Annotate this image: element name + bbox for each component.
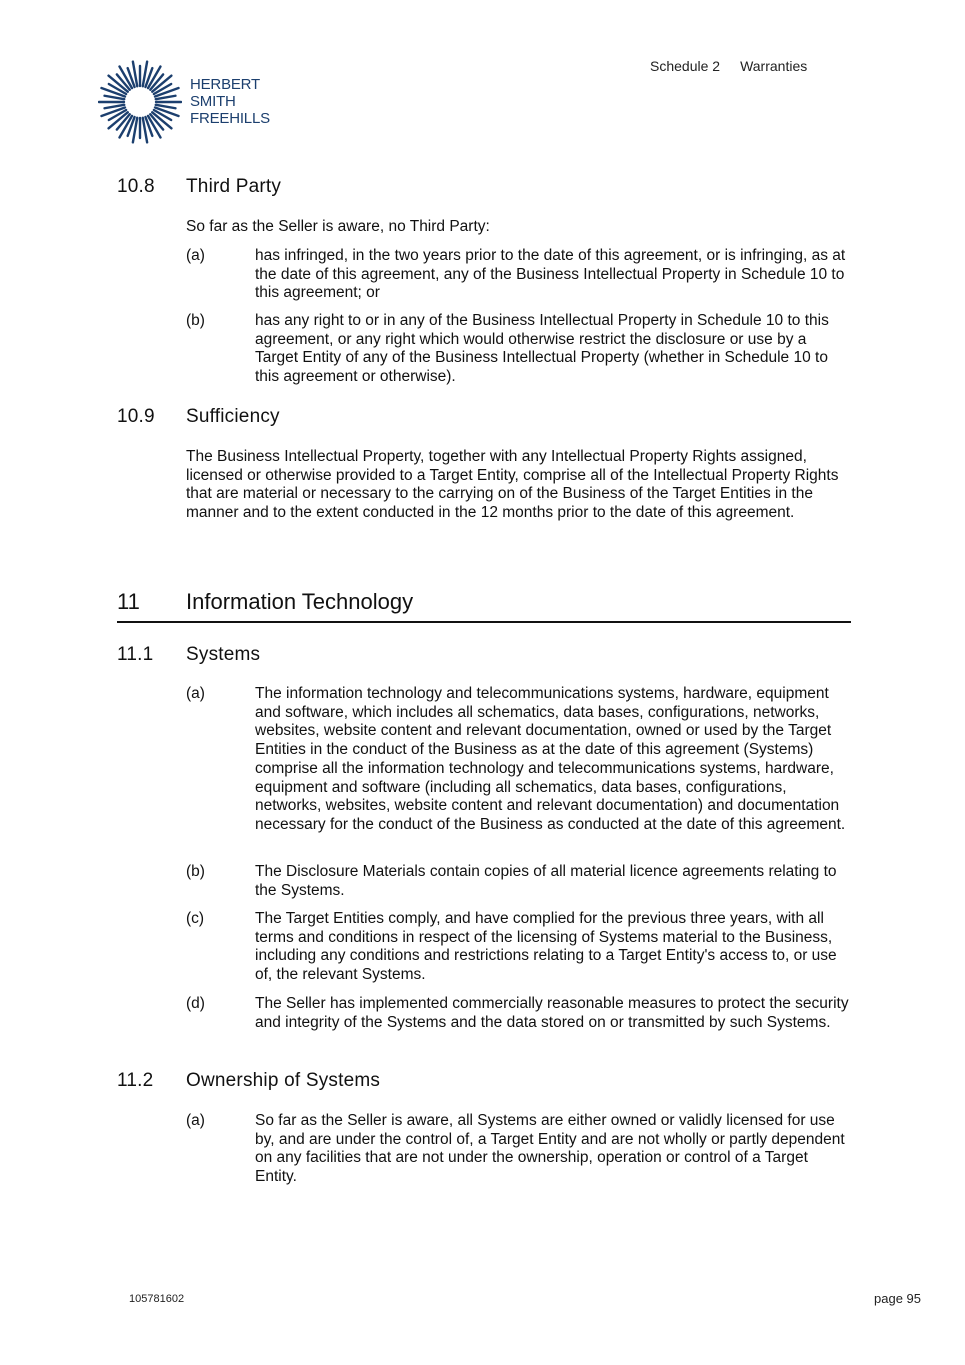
- heading-number: 11.2: [117, 1070, 154, 1091]
- item-text: The information technology and telecommunications systems, hardware, equipment and software, which includes all schematics, data bases, configurations, networks, websites, website content and relevant documentation, owned or used by the Target Entities in the conduct of the Business as at the date of this agreement (Systems) comprise all the information technology and telecommunications systems, hardware, equipment and software (including all schematics, data bases, configurations, networks, websites, website content and relevant documentation) and documentation necessary for the conduct of the Business as conducted at the date of this agreement.: [255, 685, 846, 833]
- heading-number: 11.1: [117, 644, 154, 665]
- heading-number: 11: [117, 589, 140, 614]
- heading-title: Ownership of Systems: [186, 1070, 381, 1091]
- item-text: has any right to or in any of the Business Intellectual Property in Schedule 10 to this agreement, or any right which would otherwise restrict the disclosure or use by a Target Entity of any of the Business Intellectual Property (whether in Schedule 10 to this agreement or otherwise).: [255, 312, 829, 386]
- logo-wordmark: [190, 76, 270, 127]
- item-label: (c): [186, 910, 205, 927]
- heading-10-9: [117, 406, 280, 428]
- logo-line-2: SMITH: [190, 93, 236, 110]
- heading-number: 10.8: [117, 176, 155, 197]
- item-text: The Seller has implemented commercially reasonable measures to protect the security and integrity of the Systems and the data stored on or transmitted by such Systems.: [255, 995, 849, 1031]
- heading-10-8: [117, 176, 281, 198]
- heading-11-1: [117, 644, 260, 666]
- heading-title: Information Technology: [186, 589, 414, 614]
- heading-11-2: [117, 1070, 380, 1092]
- sunburst-logo-icon: [98, 60, 182, 144]
- logo-line-3: FREEHILLS: [190, 110, 270, 127]
- paragraph-10-9: The Business Intellectual Property, together with any Intellectual Property Rights assigned, licensed or otherwise provided to a Target Entity, comprise all of the Intellectual Property Rights that are material or necessary to the carrying on of the Business of the Target Entities in the manner and to the extent conducted in the 12 months prior to the date of this agreement.: [186, 448, 839, 522]
- schedule-label: Schedule 2: [650, 58, 721, 74]
- item-label: (a): [186, 1112, 205, 1129]
- item-text: The Disclosure Materials contain copies of all material licence agreements relating to the Systems.: [255, 863, 837, 899]
- heading-11: [117, 589, 851, 623]
- item-label: (b): [186, 863, 205, 880]
- intro-10-8: So far as the Seller is aware, no Third Party:: [186, 218, 490, 235]
- heading-title: Systems: [186, 644, 261, 665]
- item-text: has infringed, in the two years prior to the date of this agreement, or is infringing, as at the date of this agreement, any of the Business Intellectual Property in Schedule 10 to this agreement; or: [255, 247, 846, 302]
- heading-title: Sufficiency: [186, 406, 280, 427]
- heading-number: 10.9: [117, 406, 155, 427]
- document-id: 105781602: [129, 1293, 185, 1305]
- running-header: [650, 58, 807, 74]
- logo-line-1: HERBERT: [190, 76, 261, 93]
- section-label: Warranties: [740, 58, 808, 74]
- item-text: So far as the Seller is aware, all Systems are either owned or validly licensed for use by, and are under the control of, a Target Entity and are not wholly or partly dependent on any facilities that are not under the ownership, operation or control of a Target Entity.: [255, 1112, 845, 1186]
- item-label: (a): [186, 247, 205, 264]
- item-label: (b): [186, 312, 205, 329]
- page-number: page 95: [874, 1291, 921, 1306]
- item-label: (a): [186, 685, 205, 702]
- company-logo: [98, 60, 278, 144]
- item-label: (d): [186, 995, 205, 1012]
- heading-title: Third Party: [186, 176, 282, 197]
- item-text: The Target Entities comply, and have complied for the previous three years, with all terms and conditions in respect of the licensing of Systems material to the Business, including any conditions and restrictions relating to a Target Entity's access to, or use of, the relevant Systems.: [255, 910, 837, 984]
